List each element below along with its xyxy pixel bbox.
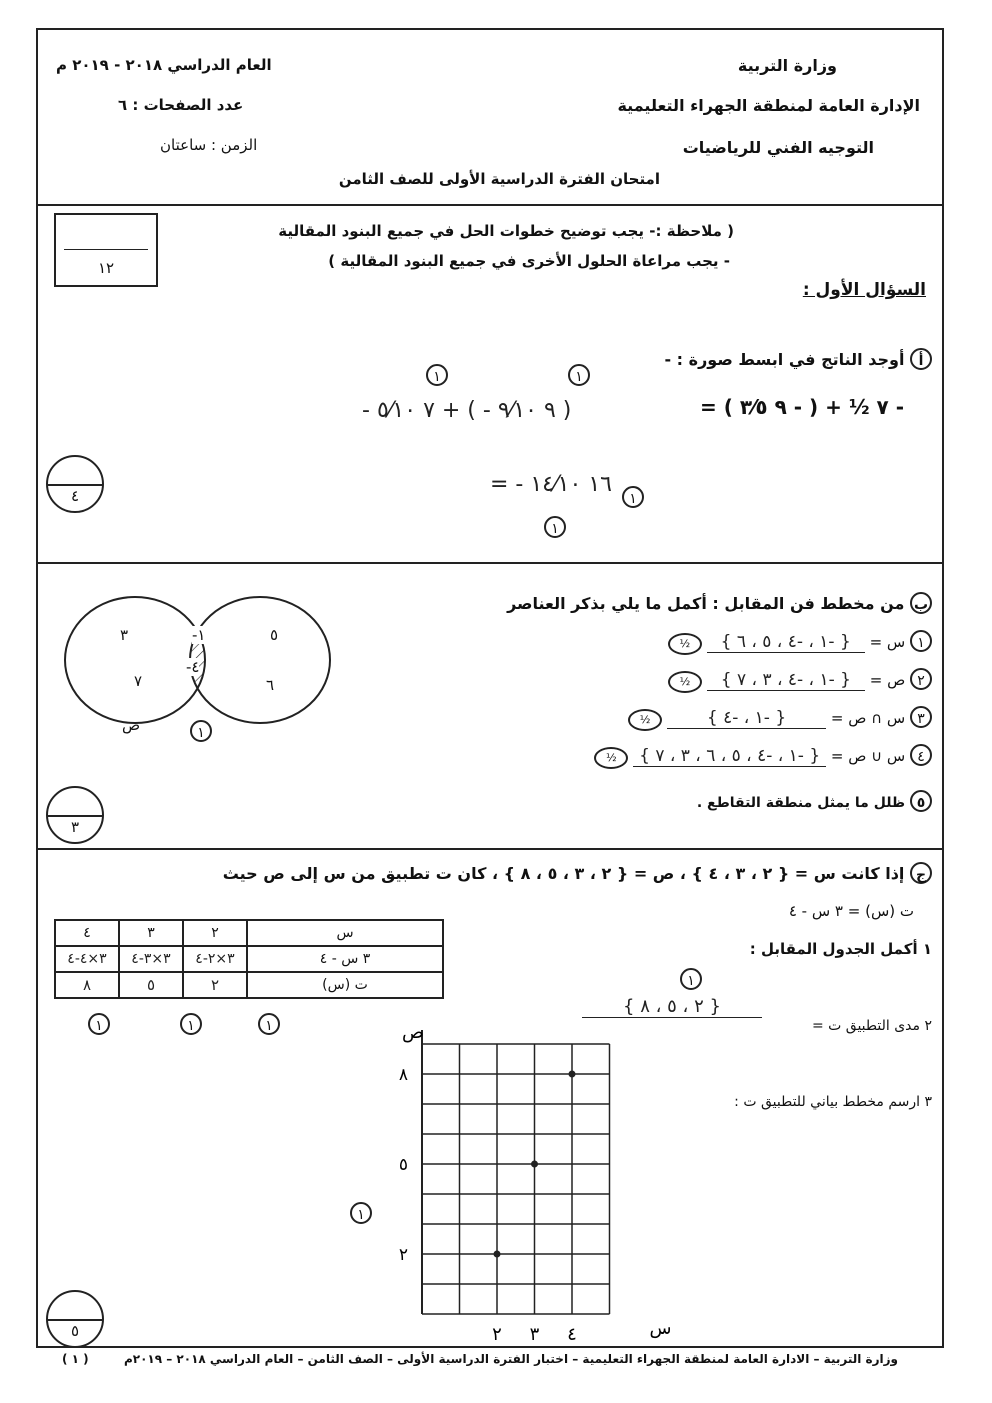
table-mark: ١ (258, 1013, 280, 1035)
part-a-mark-d: ١ (622, 486, 644, 508)
data-point (531, 1161, 538, 1168)
y-tick-label: ٥ (398, 1155, 408, 1175)
y-axis-label: ص (402, 1022, 424, 1043)
note-line2: - يجب مراعاة الحلول الأخرى في جميع البنود المقالية ) (328, 252, 730, 270)
venn-set-label: ص (122, 716, 141, 734)
ministry-name: وزارة التربية (737, 56, 837, 75)
data-point (494, 1251, 501, 1258)
x-tick-label: ٣ (529, 1324, 540, 1345)
part-b-score: ٣ (70, 818, 80, 836)
part-a-work-line2: ١٦ ١٤⁄١٠ - = (490, 472, 612, 497)
venn-right-item: ٥ (270, 626, 279, 644)
y-tick-label: ٨ (398, 1065, 408, 1085)
item-mark: ½ (594, 747, 628, 769)
table-cell: ٢ (183, 920, 247, 946)
part-a-work-line1: ( ٩ ٩⁄١٠ - ) + ٧ ٥⁄١٠ - (362, 398, 572, 423)
part-c-sub3: ٣ ارسم مخطط بياني للتطبيق ت : (734, 1094, 932, 1110)
part-a-mark-a: ١ (426, 364, 448, 386)
header-divider (36, 204, 944, 206)
venn-intersection-item: -٤ (186, 658, 200, 676)
part-a-score: ٤ (70, 487, 80, 505)
table-cell: ٣×٤-٤ (55, 946, 119, 972)
part-c-rule: ت (س) = ٣ س - ٤ (788, 902, 914, 920)
venn-left-item: ٣ (120, 626, 129, 644)
part-b-marker: ب (910, 592, 932, 614)
academic-year: العام الدراسي ٢٠١٨ - ٢٠١٩ م (56, 56, 272, 74)
item-answer: { -١ ، -٤ ، ٣ ، ٧ } (707, 670, 865, 691)
part-c-range-mark: ١ (680, 968, 702, 990)
part-b-prompt (507, 592, 932, 614)
table-row (55, 946, 443, 972)
table-row (55, 972, 443, 998)
part-a-expression: - ٧ ½ + ( - ٩ ٣⁄٥ ) = (700, 395, 904, 419)
item-number: ١ (910, 630, 932, 652)
item-label: ص = (869, 671, 906, 689)
part-b-item-4 (594, 744, 932, 769)
question1-heading: السؤال الأول : (802, 280, 926, 300)
venn-intersection-item: -١ (192, 626, 206, 644)
part-a-mark-c: ١ (544, 516, 566, 538)
part-c-marker: ج (910, 862, 932, 884)
department-name: التوجيه الفني للرياضيات (682, 138, 874, 157)
venn-diagram (60, 590, 350, 740)
part-c-sub1: ١ أكمل الجدول المقابل : (749, 940, 932, 958)
venn-mark: ١ (190, 720, 212, 742)
table-cell: ٣ (119, 920, 183, 946)
part-b-item-1 (668, 630, 932, 655)
mapping-table (54, 919, 444, 999)
part-c-prompt (223, 862, 932, 884)
total-score-box (54, 213, 158, 287)
part-c-score-circle (46, 1290, 104, 1348)
item-label: س = (869, 633, 906, 651)
table-cell: ٤ (55, 920, 119, 946)
x-tick-label: ٤ (567, 1324, 577, 1345)
table-cell: ٣×٢-٤ (183, 946, 247, 972)
part-b-score-circle (46, 786, 104, 844)
exam-title: امتحان الفترة الدراسية الأولى للصف الثامن (338, 170, 660, 188)
footer-text: وزارة التربية – الادارة العامة لمنطقة الجهراء التعليمية – اختبار الفترة الدراسية الأولى – الصف الثامن – العام الدراسي ٢٠١٨ – ٢٠١٩م (123, 1352, 898, 1366)
item-label: ظلل ما يمثل منطقة التقاطع . (696, 795, 906, 811)
item-answer: { -١ ، -٤ ، ٥ ، ٦ } (707, 632, 865, 653)
part-a-score-circle (46, 455, 104, 513)
part-a-prompt-text: أوجد الناتج في ابسط صورة : - (664, 350, 905, 369)
page-count: عدد الصفحات : ٦ (118, 96, 244, 114)
note-line1: ( ملاحظة :- يجب توضيح خطوات الحل في جميع البنود المقالية (278, 222, 734, 240)
exam-duration: الزمن : ساعتان (160, 136, 258, 154)
part-b-prompt-text: من مخطط فن المقابل : أكمل ما يلي بذكر العناصر (507, 594, 905, 613)
page-number: ( ١ ) (62, 1352, 89, 1366)
x-axis-label: س (649, 1318, 672, 1339)
part-c-range-answer: { ٢ ، ٥ ، ٨ } (582, 996, 762, 1018)
item-number: ٣ (910, 706, 932, 728)
item-number: ٢ (910, 668, 932, 690)
venn-circle-right (190, 597, 330, 723)
item-number: ٥ (910, 790, 932, 812)
item-answer: { -١ ، -٤ ، ٥ ، ٦ ، ٣ ، ٧ } (633, 746, 826, 767)
directorate-name: الإدارة العامة لمنطقة الجهراء التعليمية (617, 96, 920, 115)
venn-left-item: ٧ (134, 672, 143, 690)
table-row (55, 920, 443, 946)
graph-mark: ١ (350, 1202, 372, 1224)
x-tick-label: ٢ (492, 1324, 502, 1345)
part-b-item-3 (628, 706, 932, 731)
table-cell: ٢ (183, 972, 247, 998)
y-tick-label: ٢ (398, 1245, 408, 1265)
mapping-graph (380, 1022, 672, 1362)
section-divider-a (36, 562, 944, 564)
table-cell: س (247, 920, 443, 946)
part-b-item-2 (668, 668, 932, 693)
section-divider-b (36, 848, 944, 850)
item-mark: ½ (628, 709, 662, 731)
part-a-marker: أ (910, 348, 932, 370)
venn-circle-left (65, 597, 205, 723)
table-mark: ١ (180, 1013, 202, 1035)
table-cell: ت (س) (247, 972, 443, 998)
data-point (569, 1071, 576, 1078)
part-b-item-5 (697, 790, 932, 812)
table-mark: ١ (88, 1013, 110, 1035)
total-score: ١٢ (97, 259, 115, 277)
venn-right-item: ٦ (266, 676, 275, 694)
table-cell: ٣×٣-٤ (119, 946, 183, 972)
part-a-prompt (664, 348, 932, 370)
part-c-sub2: ٢ مدى التطبيق ت = (811, 1018, 932, 1034)
table-cell: ٨ (55, 972, 119, 998)
part-c-score: ٥ (70, 1322, 80, 1340)
item-label: س ∪ ص = (830, 747, 906, 765)
part-a-mark-b: ١ (568, 364, 590, 386)
item-answer: { -١ ، -٤ } (667, 708, 826, 729)
part-c-prompt-text: إذا كانت س = { ٢ ، ٣ ، ٤ } ، ص = { ٢ ، ٣ ، ٥ ، ٨ } ، كان ت تطبيق من س إلى ص حيث (222, 864, 905, 883)
item-number: ٤ (910, 744, 932, 766)
table-cell: ٥ (119, 972, 183, 998)
item-label: س ∩ ص = (830, 709, 906, 727)
item-mark: ½ (668, 671, 702, 693)
table-cell: ٣ س - ٤ (247, 946, 443, 972)
item-mark: ½ (668, 633, 702, 655)
